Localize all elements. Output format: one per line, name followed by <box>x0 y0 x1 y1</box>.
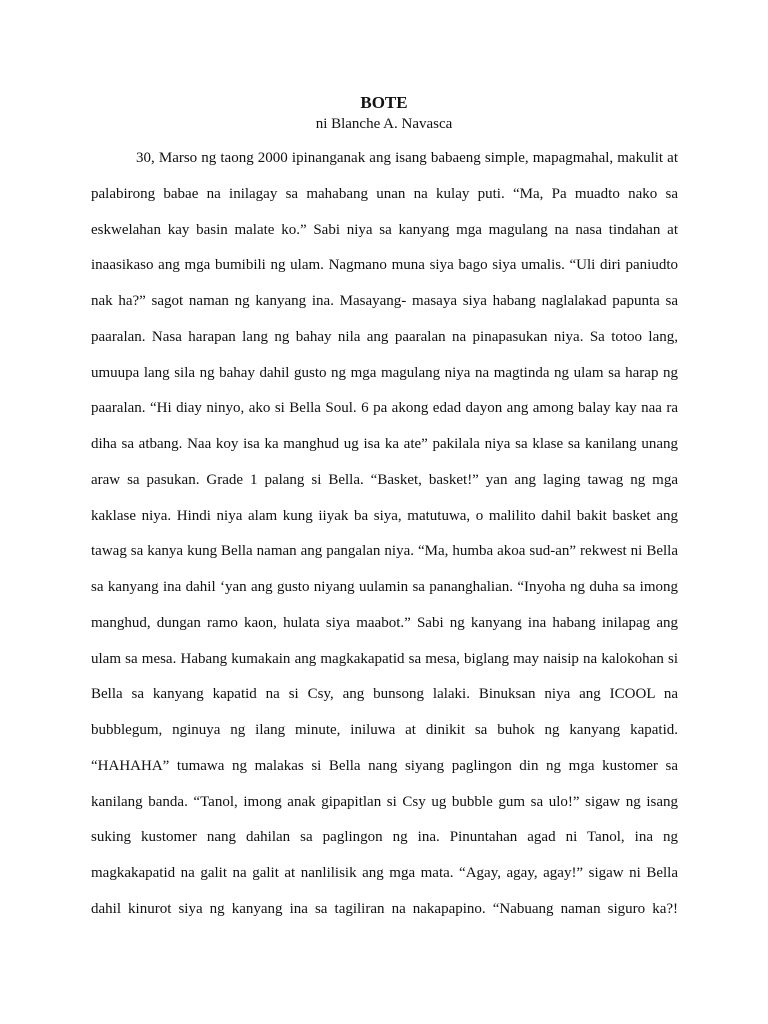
body-line: 30, Marso ng taong 2000 ipinanganak ang isang babaeng simple, mapagmahal, makulit at <box>136 150 678 166</box>
body-line: diha sa atbang. Naa koy isa ka manghud ug isa ka ate” pakilala niya sa klase sa kanilang unang <box>91 436 678 452</box>
body-line: tawag sa kanya kung Bella naman ang pangalan niya. “Ma, humba akoa sud-an” rekwest ni Bella <box>91 543 678 560</box>
story-author: ni Blanche A. Navasca <box>315 116 453 132</box>
body-line: sa kanyang ina dahil ‘yan ang gusto niyang uulamin sa pananghalian. “Inyoha ng duha sa imong <box>91 579 678 595</box>
body-line: palabirong babae na inilagay sa mahabang unan na kulay puti. “Ma, Pa muadto nako sa <box>91 185 678 202</box>
body-line: manghud, dungan ramo kaon, hulata siya maabot.” Sabi ng kanyang ina habang inilapag ang <box>91 614 678 631</box>
body-line: magkakapatid na galit na galit at nanlilisik ang mga mata. “Agay, agay, agay!” sigaw ni Bella <box>91 865 678 881</box>
body-line: inaasikaso ang mga bumibili ng ulam. Nagmano muna siya bago siya umalis. “Uli diri paniudto <box>91 257 678 274</box>
body-line: Bella sa kanyang kapatid na si Csy, ang bunsong lalaki. Binuksan niya ang ICOOL na <box>91 686 678 703</box>
body-line: dahil kinurot siya ng kanyang ina sa tagiliran na nakapapino. “Nabuang naman siguro ka?! <box>91 900 678 917</box>
body-line: araw sa pasukan. Grade 1 palang si Bella. “Basket, basket!” yan ang laging tawag ng mga <box>91 471 678 488</box>
body-line: umuupa lang sila ng bahay dahil gusto ng mga magulang niya na magtinda ng ulam sa harap ng <box>91 364 678 381</box>
body-line: kanilang banda. “Tanol, imong anak gipapitlan si Csy ug bubble gum sa ulo!” sigaw ng isang <box>91 793 678 810</box>
body-line: nak ha?” sagot naman ng kanyang ina. Masayang- masaya siya habang naglalakad papunta sa <box>91 293 678 309</box>
body-line: eskwelahan kay basin malate ko.” Sabi niya sa kanyang mga magulang na nasa tindahan at <box>91 221 678 238</box>
body-line: ulam sa mesa. Habang kumakain ang magkakapatid sa mesa, biglang may naisip na kalokohan si <box>91 650 678 667</box>
story-title: BOTE <box>360 93 408 112</box>
body-line: paaralan. “Hi diay ninyo, ako si Bella Soul. 6 pa akong edad dayon ang among balay kay naa ra <box>91 400 678 417</box>
story-body <box>91 147 678 934</box>
body-line: suking kustomer nang dahilan sa paglingon ng ina. Pinuntahan agad ni Tanol, ina ng <box>91 829 678 846</box>
body-line: paaralan. Nasa harapan lang ng bahay nila ang paaralan na pinapasukan niya. Sa totoo lang, <box>91 328 678 345</box>
body-line: “HAHAHA” tumawa ng malakas si Bella nang siyang paglingon din ng mga kustomer sa <box>91 757 678 774</box>
body-line: kaklase niya. Hindi niya alam kung iiyak ba siya, matutuwa, o malilito dahil bakit basket ang <box>91 507 678 524</box>
body-line: bubblegum, nginuya ng ilang minute, iniluwa at dinikit sa buhok ng kanyang kapatid. <box>91 722 678 738</box>
